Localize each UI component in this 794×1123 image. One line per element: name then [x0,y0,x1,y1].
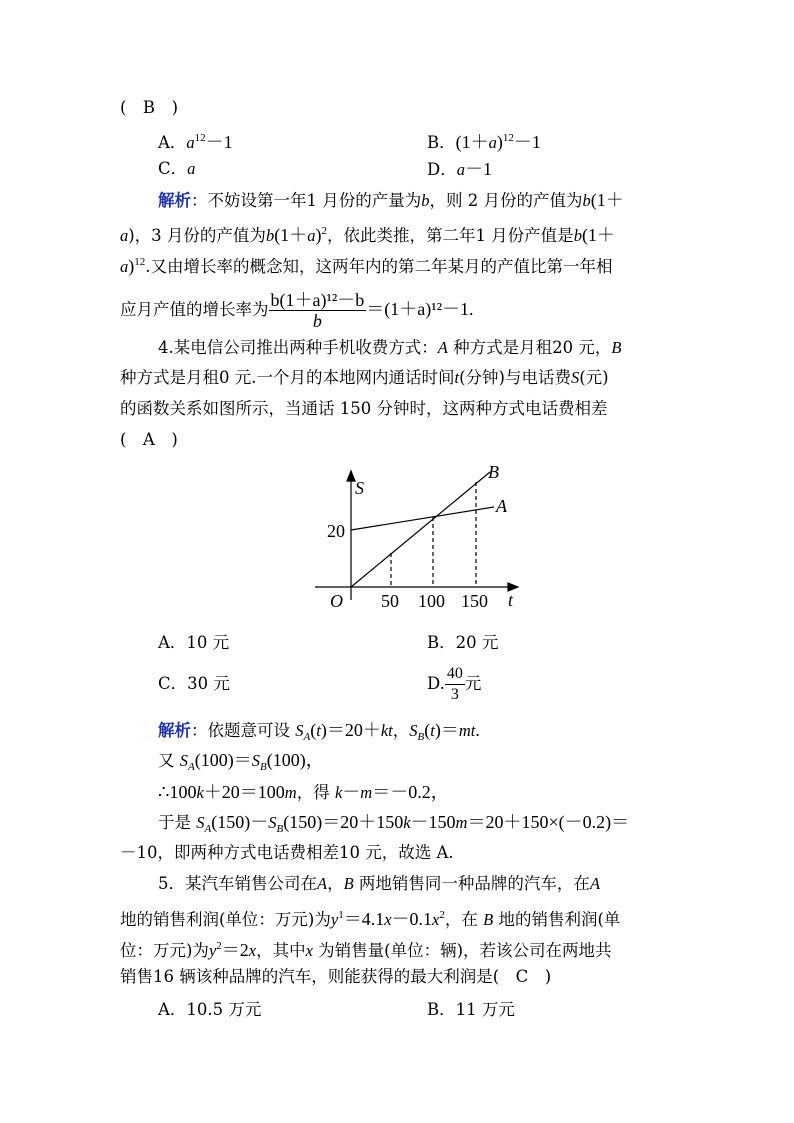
text-segment: a [307,226,316,245]
text-segment: －1 [205,132,233,152]
q4-option-a [158,633,229,653]
text-segment: A．10 元 [158,633,230,652]
text-segment: (分钟)与电话费 [459,368,571,387]
text-segment: S [251,751,260,770]
text-segment: A [589,874,601,893]
text-segment: S [268,813,277,832]
option-label: D. [427,674,445,693]
text-segment: kt [380,721,393,740]
text-segment: － [342,782,361,802]
text-segment: B [483,910,494,929]
text-segment: ＝2 [221,940,249,960]
text-segment: B [259,761,267,773]
text-segment: 为销售量(单位：辆)，若该公司在两地共 [312,941,612,960]
text: ＝(1＋a)¹²－1. [366,299,474,319]
text-segment: m [284,783,297,802]
text-segment: 地的销售利润(单 [493,910,621,929]
text-segment: ，得 [296,783,335,802]
text-segment: S [196,813,205,832]
text-segment: k [196,783,204,802]
text-segment: 12 [502,132,514,144]
q5-stem-4 [120,967,551,987]
q3-option-a [158,128,233,153]
text-segment: b [421,191,430,210]
q5-stem-1 [158,874,600,894]
q5-stem-3 [120,936,612,961]
q5-option-b [427,1000,515,1020]
q3-solution-4 [120,290,474,331]
text-segment: 4.某电信公司推出两种手机收费方式： [158,338,438,357]
text-segment: k [403,813,411,832]
text-segment: t [454,368,460,387]
text-segment: A．10.5 万元 [158,1000,262,1019]
text-segment: 2 [439,909,445,921]
text-segment: A [317,874,328,893]
text-segment: b [573,226,582,245]
text-segment: B．11 万元 [427,1000,515,1019]
text-segment: ，则 2 月份的产值为 [429,191,583,210]
text-segment: 种方式是月租20 元， [447,338,612,357]
text-segment: C．30 元 [158,674,230,693]
q4-stem-2 [120,368,609,388]
q4-option-d [427,664,481,705]
text: 应月产值的增长率为 [120,300,269,319]
q4-option-b [427,633,498,653]
text-segment: (100)， [266,750,324,770]
text-segment: .又由增长率的概念知，这两年内的第二年某月的产值比第一年相 [145,257,613,276]
denominator: 3 [450,686,459,703]
text-segment: )，3 月份的产值为 [128,226,266,245]
y-tick-label: 20 [327,521,345,541]
text-segment: 种方式是月租0 元.一个月的本地网内通话时间 [120,368,455,387]
q4-solution-1 [158,720,480,747]
text-segment: ( [424,720,431,740]
text-segment: (1＋ [274,225,308,245]
text-segment: ) [496,132,503,152]
text-segment: m [360,783,373,802]
text-segment: 1 [338,909,344,921]
text-segment: ( [310,720,317,740]
text-segment: B [417,731,425,743]
text-segment: k [334,783,343,802]
text-segment: (150)－ [211,812,269,832]
text-segment: S [179,751,188,770]
q5-stem-2 [120,905,620,930]
denominator: b [312,311,322,331]
text-segment: ( A ) [120,430,178,449]
text-segment: mt [458,721,476,740]
text-segment: ＝20＋150×(－0.2)＝ [467,812,630,832]
text-segment: 销售16 辆该种品牌的汽车，则能获得的最大利润是( C ) [120,967,552,986]
text-segment: (1＋ [581,225,615,245]
text-segment: ＋20＝100 [203,782,285,802]
text-segment: ( B ) [120,98,178,117]
y-axis-arrow-icon [347,471,355,481]
text-segment: x [384,910,392,929]
text-segment: A． [158,133,187,152]
text-segment: (100)＝ [194,750,252,770]
q4-stem-3 [120,399,607,419]
unit: 元 [464,674,482,693]
text-segment: －0.1 [391,909,433,929]
numerator: b(1＋a)¹²－b [270,290,365,310]
q5-option-a [158,1000,261,1020]
solution-label: 解析 [158,721,191,740]
q3-solution-3 [120,252,613,277]
text-segment: A [188,761,195,773]
text-segment: (元) [579,368,609,387]
line-a [351,507,494,530]
text-segment: 又 [158,751,180,770]
text-segment: C． [158,159,188,178]
text-segment: a [488,133,497,152]
text-segment: S [570,368,580,387]
text-segment: ，其中 [256,941,306,960]
text-segment: 于是 [158,813,197,832]
q3-solution-1 [158,190,624,211]
q4-solution-2 [158,750,324,777]
text-segment: D． [427,160,457,179]
text-segment: －10，即两种方式电话费相差10 元，故选 A. [120,843,454,862]
solution-label: 解析 [158,191,191,210]
q4-option-c [158,674,230,694]
text-segment: 12 [134,256,146,268]
text-segment: A [204,823,212,835]
numerator: 40 [445,664,465,685]
text-segment: B [276,823,284,835]
text-segment: 2 [321,225,327,237]
fee-graph [300,455,540,615]
text-segment: 2 [216,940,222,952]
text-segment: B [343,874,354,893]
q4-solution-5 [120,843,454,863]
text-segment: 12 [194,132,206,144]
text-segment: －1 [513,132,541,152]
text-segment: a [186,133,195,152]
q3-option-b [427,128,541,153]
text-segment: A [303,731,311,743]
text-segment: ， [392,721,410,740]
growth-rate-fraction [269,290,367,331]
text-segment: )＝ [434,720,459,740]
text-segment: ) [315,225,322,245]
q3-option-c [158,159,195,179]
x-axis-label: t [508,590,514,610]
text-segment: (1＋ [590,190,624,210]
text-segment: S [295,721,304,740]
text-segment: )＝20＋ [320,720,381,740]
text-segment: . [475,720,480,740]
text-segment: B． [427,133,456,152]
text-segment: x [248,941,257,960]
x-tick-label: 100 [418,591,445,611]
text-segment: 两地销售同一种品牌的汽车，在 [353,874,590,893]
text-segment: ：依题意可设 [191,721,296,740]
line-a-label: A [496,496,507,516]
option-fraction [445,664,465,705]
text-segment: (1＋ [455,132,489,152]
text-segment: ，依此类推，第二年1 月份产值是 [326,226,574,245]
text-segment: ：不妨设第一年1 月份的产量为 [191,191,422,210]
text-segment: b [265,226,275,245]
text-segment: x [305,941,313,960]
text-segment: 5．某汽车销售公司在 [158,874,317,893]
q4-solution-3 [158,782,449,803]
text-segment: ) [128,256,135,276]
q3-solution-2 [120,221,615,246]
text-segment: B [611,338,622,357]
text-segment: a [120,257,129,276]
text-segment: ， [327,874,344,893]
text-segment: 位：万元)为 [120,941,209,960]
x-tick-label: 150 [461,591,488,611]
text-segment: ＝－0.2， [372,782,449,802]
text-segment: －1 [464,159,492,179]
text-segment: y [208,941,217,960]
q3-answer [120,98,178,118]
y-axis-label: S [355,478,364,498]
text-segment: －150 [410,812,456,832]
text-segment: t [430,721,435,740]
q3-option-d [427,159,492,180]
text-segment: ∴100 [158,782,197,802]
x-tick-label: 50 [381,591,399,611]
text-segment: A [437,338,448,357]
text-segment: 地的销售利润(单位：万元)为 [120,910,331,929]
text-segment: B．20 元 [427,633,499,652]
text-segment: x [432,910,440,929]
origin-label: O [330,591,343,611]
text-segment: (150)＝20＋150 [283,812,404,832]
text-segment: ＝4.1 [343,909,385,929]
text-segment: m [455,813,468,832]
q4-solution-4 [158,812,629,839]
text-segment: t [316,721,321,740]
text-segment: b [582,191,591,210]
text-segment: y [330,910,339,929]
text-segment: ，在 [444,910,484,929]
text-segment: S [409,721,418,740]
line-b [351,472,490,587]
line-b-label: B [488,462,499,482]
q4-answer [120,430,178,450]
q4-stem-1 [158,338,621,358]
text-segment: 的函数关系如图所示，当通话 150 分钟时，这两种方式电话费相差 [120,399,608,418]
text-segment: a [456,160,465,179]
text-segment: a [187,159,196,178]
text-segment: a [120,226,129,245]
